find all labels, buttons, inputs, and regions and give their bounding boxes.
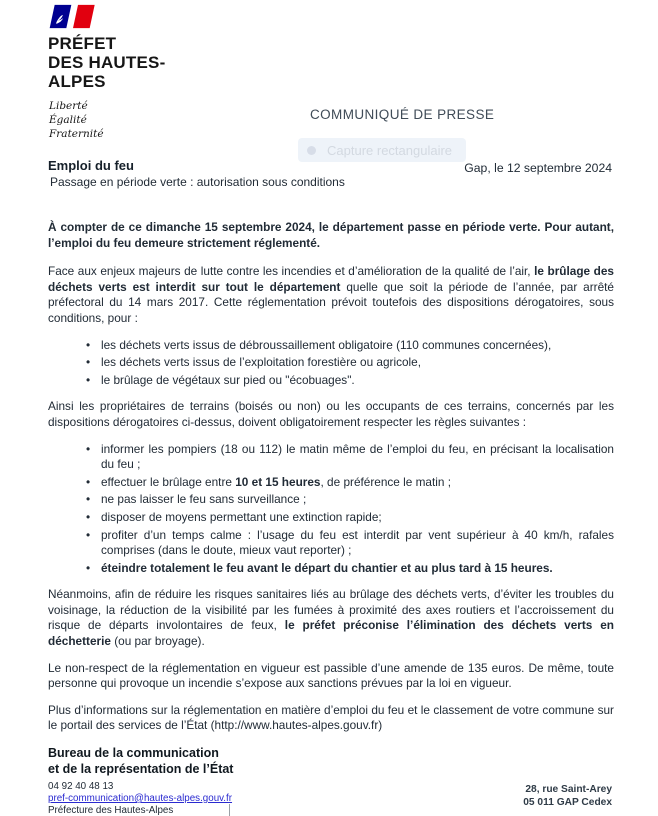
- bullet-icon: •: [86, 527, 91, 542]
- derogation-list: [86, 338, 614, 389]
- snip-tooltip-label: Capture rectangulaire: [327, 142, 453, 158]
- brand-name: [48, 34, 165, 91]
- footer-contact-details: [48, 781, 233, 816]
- page-subtitle: Passage en période verte : autorisation sous conditions: [50, 175, 345, 189]
- brand-name-line: PRÉFET: [48, 34, 117, 53]
- bullet-icon: •: [86, 372, 91, 387]
- document-body: [48, 220, 614, 745]
- prefecture-logo-block: [48, 4, 165, 141]
- snip-dot-icon: [307, 146, 316, 155]
- brand-name-line: ALPES: [48, 72, 106, 91]
- list-item-text: ne pas laisser le feu sans surveillance ;: [101, 492, 307, 507]
- paragraph-context: Face aux enjeux majeurs de lutte contre les incendies et d’amélioration de la qualité de l’air, le brûlage des déchets verts est interdit sur tout le département quelle que soit la période de l’année, par arrêté préfectoral du 14 mars 2017. Cette réglementation prévoit toutefois des dispositions dérogatoires, sous conditions, pour :: [48, 264, 614, 325]
- list-item: [86, 475, 614, 491]
- brand-name-line: DES HAUTES-: [48, 53, 166, 72]
- rules-list: [86, 442, 614, 577]
- bureau-line: Bureau de la communication: [48, 746, 219, 760]
- footer-divider: [229, 804, 230, 816]
- brand-motto: [49, 99, 165, 141]
- bullet-icon: •: [86, 337, 91, 352]
- list-item-text: informer les pompiers (18 ou 112) le matin même de l’emploi du feu, en précisant la localisation du feu ;: [101, 441, 614, 472]
- list-item: [86, 442, 614, 473]
- motto-line: Égalité: [49, 114, 87, 126]
- dateline: Gap, le 12 septembre 2024: [464, 161, 612, 175]
- footer-org: Préfecture des Hautes-Alpes: [48, 804, 174, 816]
- footer-address-line: 28, rue Saint-Arey: [525, 784, 612, 795]
- list-item: [86, 528, 614, 559]
- bullet-icon: •: [86, 492, 91, 507]
- paragraph-rules-intro: Ainsi les propriétaires de terrains (boisés ou non) ou les occupants de ces terrains, concernés par les dispositions dérogatoires ci-dessus, doivent obligatoirement respecter les règles suivantes :: [48, 399, 614, 429]
- motto-line: Liberté: [49, 100, 88, 112]
- list-item: [86, 338, 614, 354]
- french-flag-icon: [48, 4, 98, 29]
- list-item-text: le brûlage de végétaux sur pied ou "écobuages".: [101, 372, 355, 387]
- footer-address-line: 05 011 GAP Cedex: [523, 797, 612, 808]
- bullet-icon: •: [86, 355, 91, 370]
- list-item-text: profiter d’un temps calme : l’usage du feu est interdit par vent supérieur à 40 km/h, rafales comprises (dans le doute, mieux vaut reporter) ;: [101, 527, 614, 558]
- list-item: [86, 355, 614, 371]
- footer-address-block: [523, 783, 612, 809]
- list-item: [86, 373, 614, 389]
- list-item-text: disposer de moyens permettant une extinction rapide;: [101, 509, 382, 524]
- footer-contact-block: [48, 745, 233, 816]
- paragraph-intro: À compter de ce dimanche 15 septembre 2024, le département passe en période verte. Pour autant, l’emploi du feu demeure strictement réglementé.: [48, 220, 614, 250]
- paragraph-more-info: Plus d’informations sur la réglementation en matière d’emploi du feu et le classement de votre commune sur le portail des services de l’État (http://www.hautes-alpes.gouv.fr): [48, 702, 614, 733]
- list-item: [86, 492, 614, 508]
- footer-email-link[interactable]: pref-communication@hautes-alpes.gouv.fr: [48, 792, 233, 804]
- motto-line: Fraternité: [49, 128, 104, 140]
- bullet-icon: •: [86, 560, 91, 575]
- paragraph-recommendation: Néanmoins, afin de réduire les risques sanitaires liés au brûlage des déchets verts, d’éviter les troubles du voisinage, la réduction de la visibilité par les fumées à proximité des axes routiers et l’accroissement du risque de départs involontaires de feux, le préfet préconise l’élimination des déchets verts en déchetterie (ou par broyage).: [48, 587, 614, 649]
- footer-phone: 04 92 40 48 13: [48, 781, 114, 792]
- list-item: [86, 510, 614, 526]
- bureau-line: et de la représentation de l’État: [48, 762, 234, 776]
- page-title: Emploi du feu: [48, 158, 134, 173]
- bullet-icon: •: [86, 509, 91, 524]
- paragraph-sanctions: Le non-respect de la réglementation en vigueur est passible d’une amende de 135 euros. De même, toute personne qui provoque un incendie s’expose aux sanctions prévues par la loi en vigueur.: [48, 660, 614, 691]
- list-item: [86, 561, 614, 577]
- list-item-text: effectuer le brûlage entre 10 et 15 heures, de préférence le matin ;: [101, 474, 451, 489]
- title-block: [48, 157, 345, 191]
- doc-type-label: COMMUNIQUÉ DE PRESSE: [310, 107, 495, 122]
- footer-bureau-title: [48, 745, 233, 777]
- bullet-icon: •: [86, 474, 91, 489]
- list-item-text: les déchets verts issus de débroussaillement obligatoire (110 communes concernées),: [101, 337, 552, 352]
- list-item-text: les déchets verts issus de l’exploitation forestière ou agricole,: [101, 355, 421, 370]
- list-item-text: éteindre totalement le feu avant le départ du chantier et au plus tard à 15 heures.: [101, 560, 553, 575]
- bullet-icon: •: [86, 441, 91, 456]
